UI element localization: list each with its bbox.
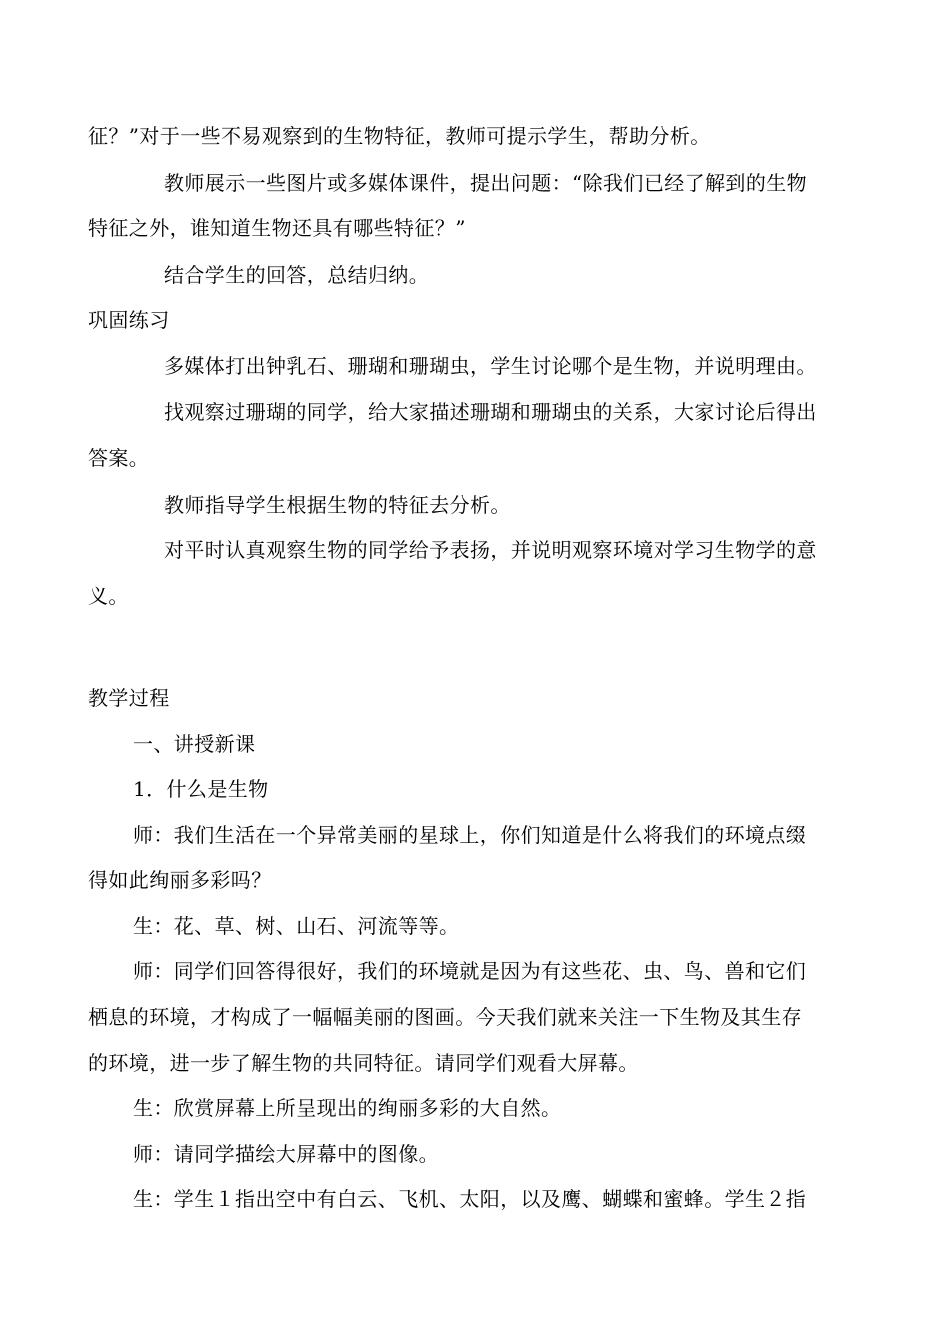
text-line: 得如此绚丽多彩吗？ [88,868,272,892]
text-line: 对平时认真观察生物的同学给予表扬，并说明观察环境对学习生物学的意 [164,538,817,562]
text-line: 的环境，进一步了解生物的共同特征。请同学们观看大屏幕。 [88,1051,639,1075]
text-line: 义。 [88,584,129,608]
text-line: 生：欣赏屏幕上所呈现出的绚丽多彩的大自然。 [133,1096,562,1120]
text-line: 生：花、草、树、山石、河流等等。 [133,914,460,938]
section-heading: 教学过程 [88,686,170,710]
text-line: 师：请同学描绘大屏幕中的图像。 [133,1142,439,1166]
section-heading: 巩固练习 [88,308,170,332]
subsection-heading: 1．什么是生物 [133,777,269,801]
text-line: 答案。 [88,446,150,470]
text-line: 师：同学们回答得很好，我们的环境就是因为有这些花、虫、鸟、兽和它们 [133,959,807,983]
text-line: 生：学生１指出空中有白云、飞机、太阳，以及鹰、蝴蝶和蜜蜂。学生２指 [133,1187,807,1211]
subsection-heading: 一、讲授新课 [133,732,256,756]
text-line: 教师指导学生根据生物的特征去分析。 [164,493,511,517]
text-line: 栖息的环境，才构成了一幅幅美丽的图画。今天我们就来关注一下生物及其生存 [88,1005,802,1029]
text-line: 找观察过珊瑚的同学，给大家描述珊瑚和珊瑚虫的关系，大家讨论后得出 [164,400,817,424]
text-line: 特征之外，谁知道生物还具有哪些特征？” [88,216,466,240]
text-line: 征？”对于一些不易观察到的生物特征，教师可提示学生，帮助分析。 [88,124,711,148]
text-line: 结合学生的回答，总结归纳。 [164,263,430,287]
text-line: 教师展示一些图片或多媒体课件，提出问题：“除我们已经了解到的生物 [164,171,808,195]
text-line: 多媒体打出钟乳石、珊瑚和珊瑚虫，学生讨论哪个是生物，并说明理由。 [164,354,817,378]
text-line: 师：我们生活在一个异常美丽的星球上，你们知道是什么将我们的环境点缀 [133,823,807,847]
